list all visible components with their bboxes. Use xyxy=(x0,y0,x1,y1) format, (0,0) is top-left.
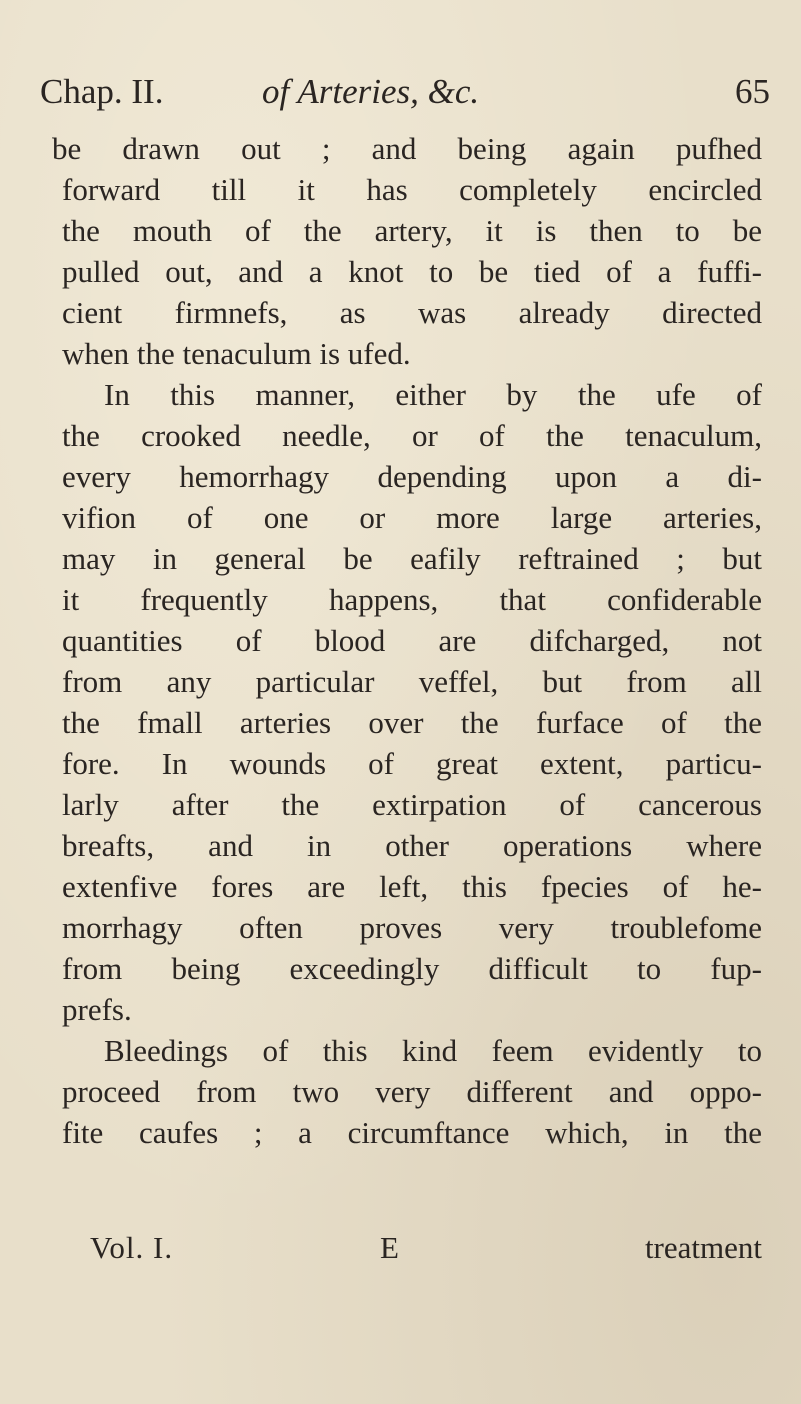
catchword: treatment xyxy=(644,1230,762,1265)
text-line: larly after the extirpation of cancerous xyxy=(62,787,762,822)
text-line: the mouth of the artery, it is then to be xyxy=(62,213,762,248)
text-line: Bleedings of this kind feem evidently to xyxy=(104,1033,762,1068)
volume-label: Vol. I. xyxy=(90,1230,174,1265)
page-number: 65 xyxy=(735,72,770,111)
chapter-label: Chap. II. xyxy=(40,72,164,111)
text-line: quantities of blood are difcharged, not xyxy=(62,623,762,658)
page-footer xyxy=(62,1230,762,1274)
text-line: the crooked needle, or of the tenaculum, xyxy=(62,418,762,453)
text-line: prefs. xyxy=(62,992,132,1027)
text-line: proceed from two very different and oppo- xyxy=(62,1074,762,1109)
text-line: cient firmnefs, as was already directed xyxy=(62,295,762,330)
text-line: be drawn out ; and being again pufhed xyxy=(52,131,762,166)
text-line: from being exceedingly difficult to fup- xyxy=(62,951,762,986)
text-line: fore. In wounds of great extent, particu- xyxy=(62,746,762,781)
text-line: morrhagy often proves very troublefome xyxy=(62,910,762,945)
signature-mark: E xyxy=(380,1230,399,1265)
text-line: breafts, and in other operations where xyxy=(62,828,762,863)
running-title: of Arteries, &c. xyxy=(262,72,480,111)
text-line: it frequently happens, that confiderable xyxy=(62,582,762,617)
text-line: when the tenaculum is ufed. xyxy=(62,336,411,371)
text-line: the fmall arteries over the furface of the xyxy=(62,705,762,740)
text-line: fite caufes ; a circumftance which, in the xyxy=(62,1115,762,1150)
text-line: from any particular veffel, but from all xyxy=(62,664,762,699)
text-line: extenfive fores are left, this fpecies of he- xyxy=(62,869,762,904)
body-text xyxy=(52,128,762,1153)
text-line: may in general be eafily reftrained ; but xyxy=(62,541,762,576)
text-line: vifion of one or more large arteries, xyxy=(62,500,762,535)
text-line: pulled out, and a knot to be tied of a fuffi- xyxy=(62,254,762,289)
running-head xyxy=(40,72,770,116)
text-line: every hemorrhagy depending upon a di- xyxy=(62,459,762,494)
text-line: In this manner, either by the ufe of xyxy=(104,377,762,412)
text-line: forward till it has completely encircled xyxy=(62,172,762,207)
